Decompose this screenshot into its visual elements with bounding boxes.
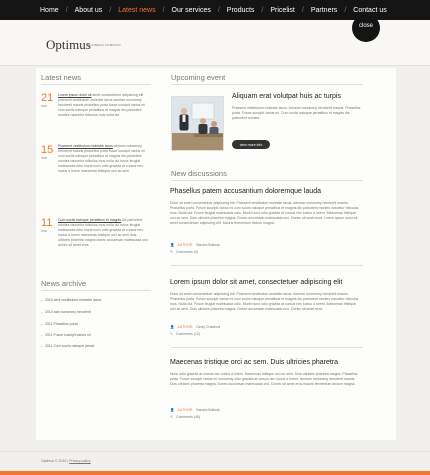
user-icon: 👤 <box>170 408 175 412</box>
event-text: Praesent vestibulum molestie lacus. Aenean nonummy hendrerit mauris. Phasellus porta. Fusce suscipit varius mi. Cum sociis natoque penatibus et magnis dis parturient montes. <box>232 106 361 120</box>
archive-link[interactable]: 2011 Fusce suscipit varius mi <box>45 333 91 337</box>
divider <box>41 290 151 291</box>
author-label: AUTHOR: <box>177 243 194 247</box>
author-name: Sandra Bullock <box>196 243 220 247</box>
arrow-right-icon: › <box>41 322 43 327</box>
view-more-info-button[interactable]: view more info <box>232 140 270 149</box>
close-button[interactable]: close <box>352 14 380 42</box>
comments-link[interactable]: Comments (12) <box>175 332 201 336</box>
comments-link[interactable]: Comments (45) <box>175 415 201 419</box>
arrow-right-icon: › <box>41 333 43 338</box>
pencil-icon: ✎ <box>170 250 173 254</box>
author-row <box>170 408 220 412</box>
author-row <box>170 243 220 247</box>
arrow-right-icon: › <box>41 344 43 349</box>
new-discussions-title: New discussions <box>171 169 227 178</box>
nav-separator: / <box>261 6 264 14</box>
divider <box>171 265 363 266</box>
discussion-text: Nunc odio gravida at cursus nec luctus a lorem. Maecenas tristique orci ac sem. Duis ultricies pharetra magna. Phasellus porta. Fusce suscipit varius mi nonummy odio gravida at cursus nec luctus a lorem. Aenean nonummy hendrerit mauris. Duis ultricies pharetra magna. Donec accumsan malesuada orci. Donec sit amet eros mauris fermentum dictum magna. <box>170 372 358 386</box>
nav-separator: / <box>301 6 304 14</box>
nav-about-us[interactable]: About us <box>74 6 103 14</box>
news-item <box>58 93 148 118</box>
nav-latest-news[interactable]: Latest news <box>118 6 156 14</box>
news-text: aenean nonummy hendrerit mauris phasellus porta fusce suscipit varius mi cum sociis natoque penatibus et magnis dis parturient montes nascetur ridiculus mus nulla dui fusce feugiat malesuada odio morbi nunc odio gravida at cursus nec luctus a lorem maecenas tristique orci ac sem <box>58 144 145 173</box>
news-day: 21 <box>41 92 54 104</box>
author-row <box>170 325 220 329</box>
user-icon: 👤 <box>170 325 175 329</box>
author-label: AUTHOR: <box>177 408 194 412</box>
author-label: AUTHOR: <box>177 325 194 329</box>
nav-partners[interactable]: Partners <box>310 6 338 14</box>
divider <box>171 347 363 348</box>
arrow-right-icon: › <box>41 298 43 303</box>
discussion-heading[interactable]: Phasellus patem accusantium doloremque lauda <box>170 188 321 195</box>
comments-row <box>170 332 200 336</box>
privacy-policy-link[interactable]: Privacy policy <box>69 459 91 463</box>
nav-pricelist[interactable]: Pricelist <box>270 6 295 14</box>
comments-row <box>170 250 198 254</box>
archive-link[interactable]: 2010 sent vestibulum molestie lacus <box>45 298 102 302</box>
footer-text <box>41 459 91 463</box>
news-item <box>58 218 148 248</box>
pencil-icon: ✎ <box>170 332 173 336</box>
news-link[interactable]: Lorem ipsum dolor sit <box>58 93 92 97</box>
nav-separator: / <box>65 6 68 14</box>
user-icon: 👤 <box>170 243 175 247</box>
pencil-icon: ✎ <box>170 415 173 419</box>
logo[interactable]: Optimus <box>46 37 91 52</box>
business-meeting-image <box>172 97 224 151</box>
author-name: Sandra Bullock <box>196 408 220 412</box>
news-text: amet consectetuer adipiscing elit praesent vestibulum molestie lacus aenean nonummy hendrerit mauris phasellus porta fusce suscipit varius mi cum sociis natoque penatibus et magnis dis parturient montes nascetur ridiculus mus nulla dui <box>58 93 145 117</box>
news-item <box>58 144 148 174</box>
nav-home[interactable]: Home <box>40 6 59 14</box>
news-day: 15 <box>41 144 54 156</box>
nav-separator: / <box>344 6 347 14</box>
comments-link[interactable]: Comments (0) <box>175 250 199 254</box>
arrow-right-icon: › <box>41 310 43 315</box>
news-month: mar <box>41 156 48 160</box>
latest-news-title: Latest news <box>41 73 82 82</box>
news-month: mar <box>41 229 48 233</box>
comments-row <box>170 415 200 419</box>
author-name: Cindy Crawford <box>196 325 221 329</box>
discussion-heading[interactable]: Lorem ipsum dolor sit amet, consectetuer adipiscing elit <box>170 279 343 286</box>
upcoming-event-title: Upcoming event <box>171 73 226 82</box>
news-text: dis parturient montes nascetur ridiculus mus nulla dui fusce feugiat malesuada odio morbi nunc odio gravida at cursus nec luctus a lorem maecenas tristique orci ac sem duis ultricies pharetra magna donec accumsan malesuada orci donec sit amet eros <box>58 218 148 247</box>
footer-accent-bar <box>0 471 430 475</box>
nav-separator: / <box>162 6 165 14</box>
logo-tagline: BUSINESS COMPANY <box>87 43 122 47</box>
nav-separator: / <box>109 6 112 14</box>
archive-link[interactable]: 2011 Cum sociis natoque penat <box>45 344 94 348</box>
archive-link[interactable]: 2010 aan nonummy hendrerit <box>45 310 91 314</box>
discussion-text: Dolor sit amet consectetuer adipiscing elit. Praesent vestibulum molestie lacus. Aenean nonummy hendrerit mauris. Phasellus porta. Fusce suscipit varius mi cum sociis natoque penatibus et magnis dis parturient montes nascetur ridiculus mus. Nulla dui. Fusce feugiat malesuada odio. Morbi nunc odio gravida at cursus nec luctus a lorem. Maecenas tristique orci ac sem. Duis ultricies pharetra magna. Donec accumsan malesuada orci. Donec sit amet eros. Lorem ipsum dolor sit amet consectetuer adipiscing elit. Mauris fermentum dictum magna. <box>170 201 359 225</box>
news-link[interactable]: Cum sociis natoque penatibus et magnis <box>58 218 122 222</box>
news-day: 11 <box>41 217 53 229</box>
discussion-heading[interactable]: Maecenas tristique orci ac sem. Duis ultricies pharetra <box>170 359 339 366</box>
event-heading[interactable]: Aliquam erat volutpat huis ac turpis <box>232 93 341 100</box>
nav-contact-us[interactable]: Contact us <box>353 6 387 14</box>
nav-our-services[interactable]: Our services <box>171 6 211 14</box>
divider <box>41 84 151 85</box>
news-month: mar <box>41 104 48 108</box>
archive-link[interactable]: 2011 Phasellus porta <box>45 322 78 326</box>
news-link[interactable]: Praesent vestibulum molestie lacus <box>58 144 113 148</box>
nav-separator: / <box>217 6 220 14</box>
copyright: Optimus © 2010 | <box>41 459 69 463</box>
divider <box>171 180 363 181</box>
event-photo <box>171 96 224 151</box>
discussion-text: Dolor sit amet consectetuer adipiscing elit. Praesent vestibulum molestie lacus. Aenean nonummy hendrerit mauris. Phasellus porta. Fusce suscipit varius mi cum sociis natoque penatibus et magnis dis parturient montes nascetur ridiculus mus. Nulla dui. Fusce feugiat malesuada odio. Morbi nunc odio gravida at cursus nec luctus a lorem. Maecenas tristique orci ac sem. Duis ultricies pharetra magna. Donec accumsan malesuada orci. Donec sit amet eros. <box>170 292 359 311</box>
news-archive-title: News archive <box>41 279 87 288</box>
divider <box>171 84 363 85</box>
main-nav <box>33 0 394 20</box>
nav-products[interactable]: Products <box>226 6 255 14</box>
